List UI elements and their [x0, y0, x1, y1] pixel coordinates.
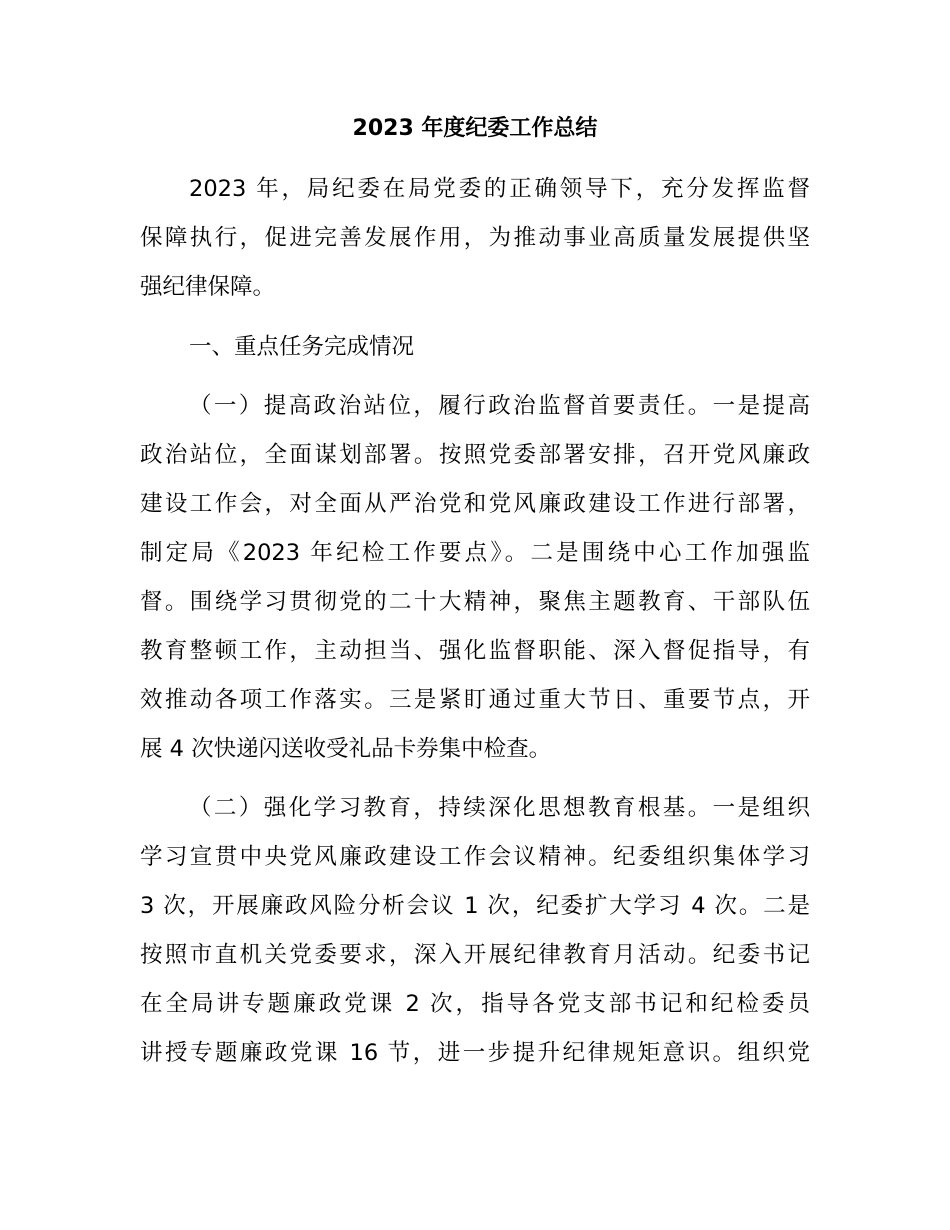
- paragraph-1-line-8: 展 4 次快递闪送收受礼品卡券集中检查。: [140, 736, 552, 762]
- paragraph-2-line-5: 在全局讲专题廉政党课 2 次，指导各党支部书记和纪检委员: [140, 991, 810, 1017]
- paragraph-2-line-6: 讲授专题廉政党课 16 节，进一步提升纪律规矩意识。组织党: [140, 1040, 810, 1066]
- paragraph-1-line-1: （一）提高政治站位，履行政治监督首要责任。一是提高: [189, 393, 810, 419]
- paragraph-intro-line-1: 2023 年，局纪委在局党委的正确领导下，充分发挥监督: [189, 176, 810, 202]
- paragraph-2-line-4: 按照市直机关党委要求，深入开展纪律教育月活动。纪委书记: [140, 942, 810, 968]
- paragraph-1-line-4: 制定局《2023 年纪检工作要点》。二是围绕中心工作加强监: [140, 540, 810, 566]
- paragraph-intro-line-2: 保障执行，促进完善发展作用，为推动事业高质量发展提供坚: [140, 225, 810, 251]
- section-heading-1: 一、重点任务完成情况: [189, 334, 415, 360]
- paragraph-2-line-2: 学习宣贯中央党风廉政建设工作会议精神。纪委组织集体学习: [140, 844, 810, 870]
- document-title: 2023 年度纪委工作总结: [352, 116, 598, 141]
- paragraph-intro-line-3: 强纪律保障。: [140, 274, 276, 300]
- paragraph-2-line-3: 3 次，开展廉政风险分析会议 1 次，纪委扩大学习 4 次。二是: [140, 893, 810, 919]
- paragraph-1-line-5: 督。围绕学习贯彻党的二十大精神，聚焦主题教育、干部队伍: [140, 589, 810, 615]
- paragraph-1-line-7: 效推动各项工作落实。三是紧盯通过重大节日、重要节点，开: [140, 687, 810, 713]
- paragraph-1-line-2: 政治站位，全面谋划部署。按照党委部署安排，召开党风廉政: [140, 442, 810, 468]
- paragraph-1-line-6: 教育整顿工作，主动担当、强化监督职能、深入督促指导，有: [140, 638, 810, 664]
- paragraph-1-line-3: 建设工作会，对全面从严治党和党风廉政建设工作进行部署，: [140, 491, 810, 517]
- paragraph-2-line-1: （二）强化学习教育，持续深化思想教育根基。一是组织: [189, 795, 810, 821]
